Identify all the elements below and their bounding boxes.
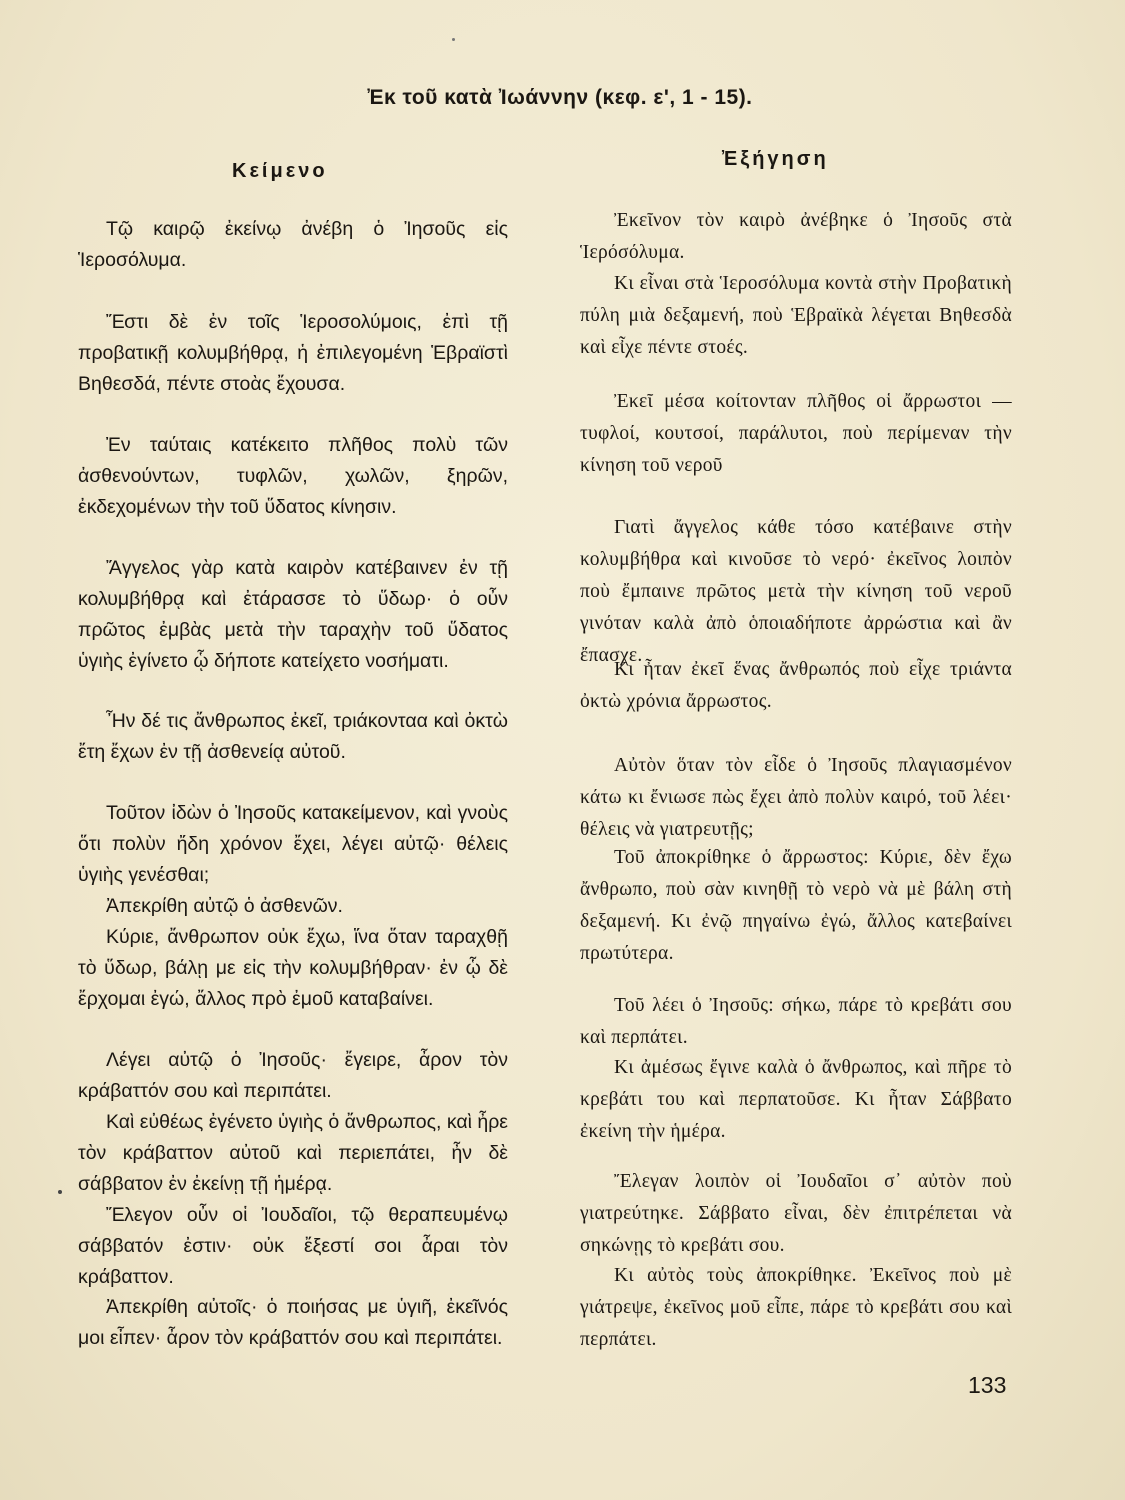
explanation-paragraph: Κι ἦταν ἐκεῖ ἕνας ἄνθρωπός ποὺ εἶχε τριάντα ὀκτὼ χρόνια ἄρρωστος. [580,659,1012,712]
original-paragraph: Ἔστι δὲ ἐν τοῖς Ἱεροσολύμοις, ἐπὶ τῇ προβατικῇ κολυμβήθρᾳ, ἡ ἐπιλεγομένη Ἑβραϊστὶ Βηθεσδά, πέντε στοὰς ἔχουσα. [78,311,508,395]
original-paragraph: Κύριε, ἄνθρωπον οὐκ ἔχω, ἵνα ὅταν ταραχθῇ τὸ ὕδωρ, βάλῃ με εἰς τὴν κολυμβήθραν· ἐν ᾧ δὲ ἔρχομαι ἐγώ, ἄλλος πρὸ ἐμοῦ καταβαίνει. [78,926,508,1010]
original-paragraph: Τοῦτον ἰδὼν ὁ Ἰησοῦς κατακείμενον, καὶ γνοὺς ὅτι πολὺν ἤδη χρόνον ἔχει, λέγει αὐτῷ· θέλεις ὑγιὴς γενέσθαι; [78,802,508,886]
explanation-paragraph: Αὐτὸν ὅταν τὸν εἶδε ὁ Ἰησοῦς πλαγιασμένον κάτω κι ἔνιωσε πὼς ἔχει ἀπὸ πολὺν καιρό, τοῦ λέει· θέλεις νὰ γιατρευτῇς; [580,755,1012,840]
original-paragraph: Λέγει αὐτῷ ὁ Ἰησοῦς· ἔγειρε, ἆρον τὸν κράβαττόν σου καὶ περιπάτει. [78,1049,508,1102]
explanation-paragraph: Κι εἶναι στὰ Ἱεροσόλυμα κοντὰ στὴν Προβατικὴ πύλη μιὰ δεξαμενή, ποὺ Ἑβραϊκὰ λέγεται Βηθεσδὰ καὶ εἶχε πέντε στοές. [580,273,1012,358]
page-title: Ἐκ τοῦ κατὰ Ἰωάννην (κεφ. ε', 1 - 15). [367,86,753,109]
right-column-heading: Ἐξήγηση [722,148,829,170]
original-paragraph: Ἄγγελος γὰρ κατὰ καιρὸν κατέβαινεν ἐν τῇ κολυμβήθρᾳ καὶ ἐτάρασσε τὸ ὕδωρ· ὁ οὖν πρῶτος ἐμβὰς μετὰ τὴν ταραχὴν τοῦ ὕδατος ὑγιὴς ἐγίνετο ᾧ δήποτε κατείχετο νοσήματι. [78,557,508,672]
explanation-paragraph: Κι ἀμέσως ἔγινε καλὰ ὁ ἄνθρωπος, καὶ πῆρε τὸ κρεβάτι του καὶ περπατοῦσε. Κι ἦταν Σάββατο ἐκείνη τὴν ἡμέρα. [580,1057,1012,1142]
left-column-heading: Κείμενο [232,160,328,182]
original-paragraph: Καὶ εὐθέως ἐγένετο ὑγιὴς ὁ ἄνθρωπος, καὶ ἦρε τὸν κράβαττον αὐτοῦ καὶ περιεπάτει, ἦν δὲ σάββατον ἐν ἐκείνῃ τῇ ἡμέρᾳ. [78,1111,508,1195]
explanation-paragraph: Ἐκεῖνον τὸν καιρὸ ἀνέβηκε ὁ Ἰησοῦς στὰ Ἱερόσόλυμα. [580,210,1012,263]
original-paragraph: Ἦν δέ τις ἄνθρωπος ἐκεῖ, τριάκονταα καὶ ὀκτὼ ἔτη ἔχων ἐν τῇ ἀσθενείᾳ αὐτοῦ. [78,710,508,763]
original-paragraph: Ἀπεκρίθη αὐτῷ ὁ ἀσθενῶν. [106,895,343,917]
explanation-paragraph: Τοῦ λέει ὁ Ἰησοῦς: σήκω, πάρε τὸ κρεβάτι σου καὶ περπάτει. [580,995,1012,1048]
scan-speck [452,38,455,41]
original-paragraph: Τῷ καιρῷ ἐκείνῳ ἀνέβη ὁ Ἰησοῦς εἰς Ἱεροσόλυμα. [78,218,508,271]
explanation-paragraph: Ἔλεγαν λοιπὸν οἱ Ἰουδαῖοι σ᾽ αὐτὸν ποὺ γιατρεύτηκε. Σάββατο εἶναι, δὲν ἐπιτρέπεται νὰ σηκώνῃς τὸ κρεβάτι σου. [580,1171,1012,1256]
explanation-paragraph: Γιατὶ ἄγγελος κάθε τόσο κατέβαινε στὴν κολυμβήθρα καὶ κινοῦσε τὸ νερό· ἐκεῖνος λοιπὸν ποὺ ἔμπαινε πρῶτος μετὰ τὴν κίνηση τοῦ νεροῦ γινόταν καλὰ ἀπὸ ὁποιαδήποτε ἀρρώστια καὶ ἂν ἔπασχε. [580,517,1012,666]
original-paragraph: Ἐν ταύταις κατέκειτο πλῆθος πολὺ τῶν ἀσθενούντων, τυφλῶν, χωλῶν, ξηρῶν, ἐκδεχομένων τὴν τοῦ ὕδατος κίνησιν. [78,434,508,518]
original-paragraph: Ἔλεγον οὖν οἱ Ἰουδαῖοι, τῷ θεραπευμένῳ σάββατόν ἐστιν· οὐκ ἔξεστί σοι ἆραι τὸν κράβαττον. [78,1204,508,1288]
page-number: 133 [968,1372,1007,1398]
explanation-paragraph: Ἐκεῖ μέσα κοίτονταν πλῆθος οἱ ἄρρωστοι — τυφλοί, κουτσοί, παράλυτοι, ποὺ περίμεναν τὴν κίνηση τοῦ νεροῦ [580,391,1012,476]
original-paragraph: Ἀπεκρίθη αὐτοῖς· ὁ ποιήσας με ὑγιῆ, ἐκεῖνός μοι εἶπεν· ἆρον τὸν κράβαττόν σου καὶ περιπάτει. [78,1296,508,1349]
explanation-paragraph: Κι αὐτὸς τοὺς ἀποκρίθηκε. Ἐκεῖνος ποὺ μὲ γιάτρεψε, ἐκεῖνος μοῦ εἶπε, πάρε τὸ κρεβάτι σου καὶ περπάτει. [580,1265,1012,1350]
explanation-paragraph: Τοῦ ἀποκρίθηκε ὁ ἄρρωστος: Κύριε, δὲν ἔχω ἄνθρωπο, ποὺ σὰν κινηθῇ τὸ νερὸ νὰ μὲ βάλη στὴ δεξαμενή. Κι ἐνῷ πηγαίνω ἐγώ, ἄλλος κατεβαίνει πρωτύτερα. [580,847,1012,964]
scan-speck [58,1190,62,1194]
